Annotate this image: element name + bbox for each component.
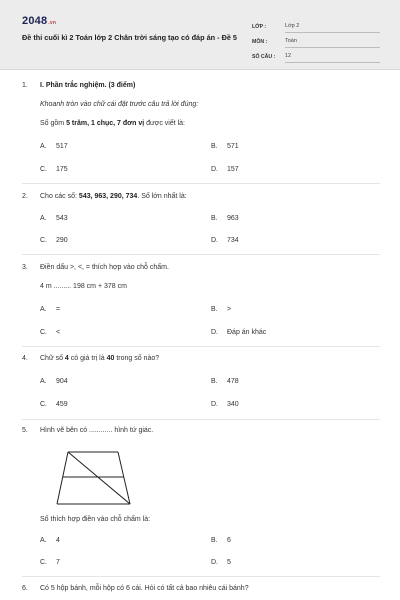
option-a[interactable] — [40, 143, 68, 150]
question-number: 2. — [22, 193, 28, 200]
option-letter: A. — [40, 143, 47, 150]
option-letter: A. — [40, 378, 47, 385]
meta-value: 12 — [285, 53, 380, 63]
option-letter: D. — [211, 401, 218, 408]
option-text: = — [56, 306, 61, 313]
option-text: 290 — [56, 237, 68, 244]
option-d[interactable] — [211, 559, 231, 566]
prompt-text: Số gồm — [40, 120, 67, 127]
question-prompt: Có 5 hộp bánh, mỗi hộp có 6 cái. Hỏi có tất cả bao nhiêu cái bánh? — [40, 585, 249, 592]
option-text: 571 — [227, 143, 239, 150]
option-text: 459 — [56, 401, 68, 408]
option-letter: B. — [211, 537, 218, 544]
meta-row-count — [252, 48, 380, 63]
option-text: 4 — [56, 537, 60, 544]
prompt-text: có giá trị là — [68, 355, 107, 362]
option-text: < — [56, 329, 61, 336]
option-letter: C. — [40, 329, 47, 336]
option-d[interactable] — [211, 237, 239, 244]
meta-label: SỐ CÂU : — [252, 54, 276, 60]
option-c[interactable] — [40, 237, 68, 244]
section-title — [40, 82, 135, 89]
question-number: 1. — [22, 82, 28, 89]
option-letter: B. — [211, 306, 218, 313]
option-letter: C. — [40, 559, 47, 566]
instruction-text: Khoanh tròn vào chữ cái đặt trước câu trả lời đúng: — [40, 101, 199, 108]
meta-value: Toán — [285, 38, 380, 48]
option-letter: B. — [211, 143, 218, 150]
option-b[interactable] — [211, 378, 239, 385]
option-b[interactable] — [211, 215, 239, 222]
option-letter: B. — [211, 378, 218, 385]
option-letter: A. — [40, 306, 47, 313]
option-a[interactable] — [40, 537, 60, 544]
option-letter: D. — [211, 559, 218, 566]
prompt-bold: 4 — [64, 355, 69, 362]
option-letter: D. — [211, 329, 218, 336]
prompt-text: Chữ số — [40, 355, 65, 362]
document-meta — [252, 18, 380, 63]
option-b[interactable] — [211, 537, 231, 544]
option-letter: A. — [40, 215, 47, 222]
prompt-text: được viết là: — [144, 120, 185, 127]
option-a[interactable] — [40, 306, 60, 313]
section-title-text: I. Phần trắc nghiệm. (3 điểm) — [40, 82, 136, 89]
option-text: 963 — [227, 215, 239, 222]
logo-text: 2048 — [22, 15, 48, 27]
prompt-bold: 40 — [106, 355, 115, 362]
question-number: 6. — [22, 585, 28, 592]
prompt-bold: 5 trăm, 1 chục, 7 đơn vị — [66, 120, 145, 127]
option-letter: C. — [40, 401, 47, 408]
option-text: 517 — [56, 143, 68, 150]
question-prompt: Hình vẽ bên có ............ hình tứ giác. — [40, 427, 154, 434]
option-c[interactable] — [40, 559, 60, 566]
option-text: Đáp án khác — [227, 329, 267, 336]
document-title: Đề thi cuối kì 2 Toán lớp 2 Chân trời sáng tạo có đáp án - Đề 5 — [22, 33, 237, 42]
option-c[interactable] — [40, 166, 68, 173]
option-text: 543 — [56, 215, 68, 222]
option-b[interactable] — [211, 143, 239, 150]
option-a[interactable] — [40, 378, 68, 385]
option-text: 904 — [56, 378, 68, 385]
option-c[interactable] — [40, 401, 68, 408]
question-number: 3. — [22, 264, 28, 271]
option-text: 734 — [227, 237, 239, 244]
option-text: 175 — [56, 166, 68, 173]
divider — [22, 254, 380, 255]
option-letter: D. — [211, 166, 218, 173]
option-text: 340 — [227, 401, 239, 408]
option-letter: C. — [40, 166, 47, 173]
option-b[interactable] — [211, 306, 231, 313]
option-text: > — [227, 306, 232, 313]
option-c[interactable] — [40, 329, 60, 336]
option-text: 7 — [56, 559, 60, 566]
option-letter: D. — [211, 237, 218, 244]
meta-row-class — [252, 18, 380, 33]
document-header — [0, 0, 400, 70]
divider — [22, 576, 380, 577]
divider — [22, 183, 380, 184]
option-text: 157 — [227, 166, 239, 173]
option-text: 5 — [227, 559, 231, 566]
option-d[interactable] — [211, 401, 239, 408]
question-number: 4. — [22, 355, 28, 362]
divider — [22, 419, 380, 420]
meta-label: LỚP : — [252, 24, 267, 30]
divider — [22, 346, 380, 347]
site-logo[interactable] — [22, 15, 56, 27]
option-letter: B. — [211, 215, 218, 222]
prompt-text: . Số lớn nhất là: — [137, 193, 187, 200]
option-a[interactable] — [40, 215, 68, 222]
meta-value: Lớp 2 — [285, 23, 380, 33]
meta-label: MÔN : — [252, 39, 268, 45]
option-d[interactable] — [211, 329, 266, 336]
question-number: 5. — [22, 427, 28, 434]
option-letter: A. — [40, 537, 47, 544]
question-subprompt: Số thích hợp điền vào chỗ chấm là: — [40, 516, 151, 523]
logo-suffix: .vn — [48, 20, 57, 26]
question-prompt: Điền dấu >, <, = thích hợp vào chỗ chấm. — [40, 264, 169, 271]
meta-row-subject — [252, 33, 380, 48]
option-letter: C. — [40, 237, 47, 244]
option-text: 6 — [227, 537, 231, 544]
question-prompt — [40, 355, 159, 362]
prompt-text: trong số nào? — [114, 355, 160, 362]
comparison-expression: 4 m ......... 198 cm + 378 cm — [40, 283, 127, 290]
quadrilateral-figure — [56, 450, 132, 506]
prompt-bold: 543, 963, 290, 734 — [78, 193, 138, 200]
question-prompt — [40, 120, 185, 127]
option-d[interactable] — [211, 166, 239, 173]
prompt-text: Cho các số: — [40, 193, 79, 200]
question-prompt — [40, 193, 187, 200]
option-text: 478 — [227, 378, 239, 385]
